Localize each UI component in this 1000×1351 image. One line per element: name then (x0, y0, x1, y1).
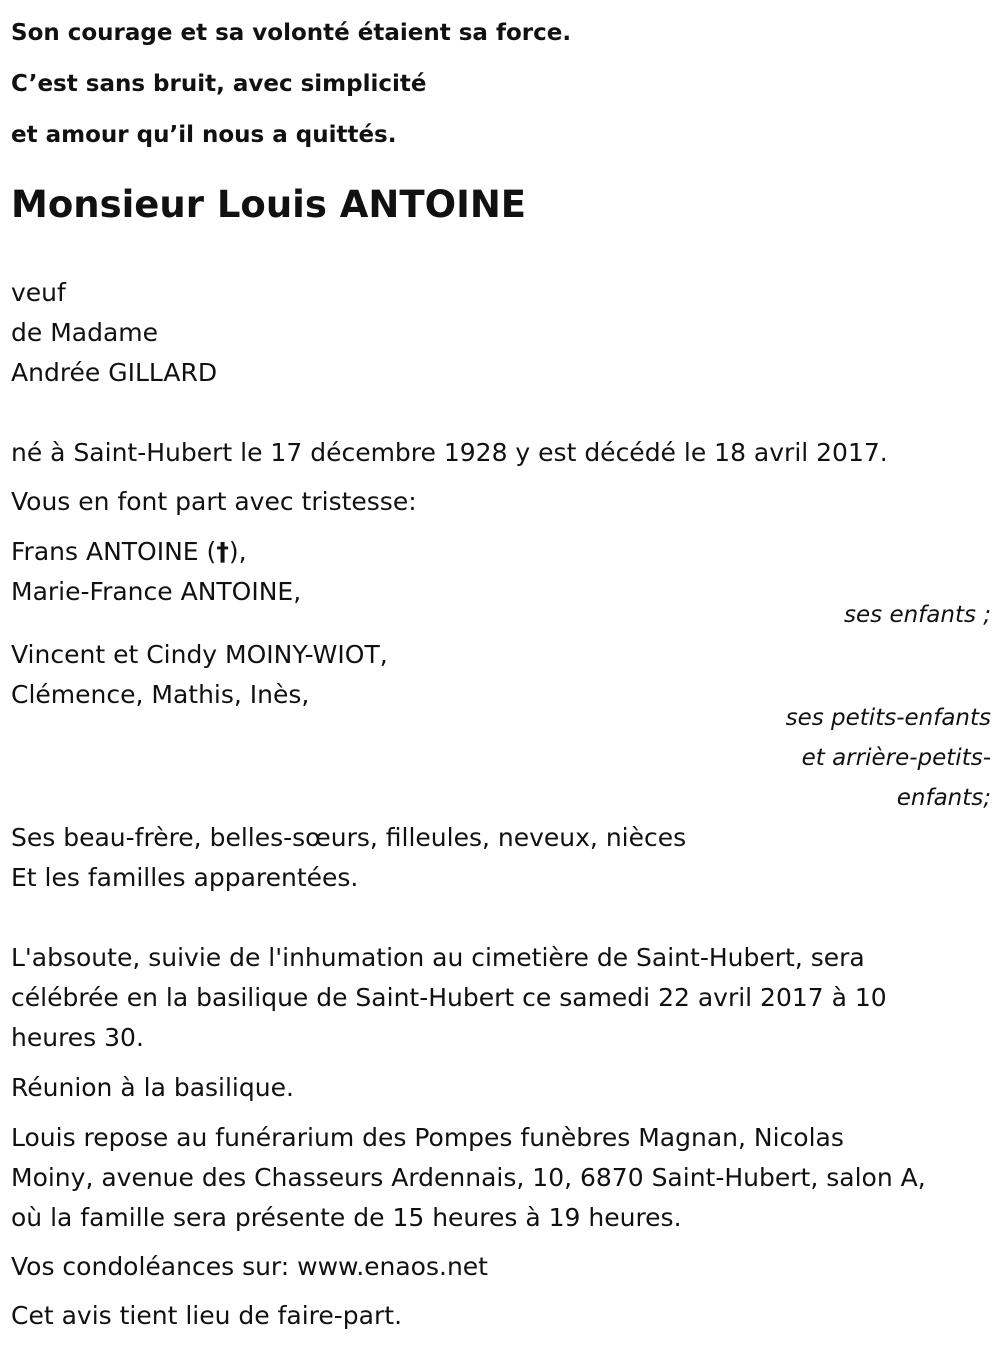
ceremony-line: célébrée en la basilique de Saint-Hubert ce samedi 22 avril 2017 à 10 (11, 983, 887, 1012)
child-line (11, 532, 247, 572)
widower-line: de Madame (11, 318, 159, 347)
funeral-home-line: Moiny, avenue des Chasseurs Ardennais, 10, 6870 Saint-Hubert, salon A, (11, 1163, 926, 1192)
obituary-notice (11, 0, 991, 1330)
widower-line: veuf (11, 278, 66, 307)
grandchildren-label: ses petits-enfants (785, 705, 991, 731)
condolences-line: Vos condoléances sur: www.enaos.net (11, 1252, 488, 1281)
epigraph-line: et amour qu’il nous a quittés. (11, 122, 397, 148)
child-line: Marie-France ANTOINE, (11, 577, 302, 606)
grandchild-line: Vincent et Cindy MOINY-WIOT, (11, 640, 388, 669)
grandchild-line: Clémence, Mathis, Inès, (11, 680, 310, 709)
birth-death-line: né à Saint-Hubert le 17 décembre 1928 y est décédé le 18 avril 2017. (11, 438, 888, 467)
child-name: Frans ANTOINE ( (11, 537, 217, 566)
funeral-home-line: Louis repose au funérarium des Pompes funèbres Magnan, Nicolas (11, 1123, 844, 1152)
funeral-home-line: où la famille sera présente de 15 heures à 19 heures. (11, 1203, 682, 1232)
widower-line: Andrée GILLARD (11, 358, 218, 387)
grandchildren-label: enfants; (896, 785, 991, 811)
grandchildren-label: et arrière-petits- (801, 745, 991, 771)
children-label: ses enfants ; (844, 602, 991, 628)
notice-line: Cet avis tient lieu de faire-part. (11, 1301, 403, 1330)
ceremony-line: heures 30. (11, 1023, 144, 1052)
epigraph (11, 0, 991, 161)
relatives-line: Et les familles apparentées. (11, 863, 359, 892)
ceremony-line: L'absoute, suivie de l'inhumation au cimetière de Saint-Hubert, sera (11, 943, 865, 972)
deceased-name: Monsieur Louis ANTOINE (11, 183, 527, 226)
intro-line: Vous en font part avec tristesse: (11, 487, 417, 516)
epigraph-line: C’est sans bruit, avec simplicité (11, 71, 427, 97)
epigraph-line: Son courage et sa volonté étaient sa force. (11, 20, 572, 46)
relatives-line: Ses beau-frère, belles-sœurs, filleules, neveux, nièces (11, 823, 687, 852)
cross-icon: † (216, 537, 229, 566)
child-name-end: ), (228, 537, 247, 566)
meeting-line: Réunion à la basilique. (11, 1073, 294, 1102)
